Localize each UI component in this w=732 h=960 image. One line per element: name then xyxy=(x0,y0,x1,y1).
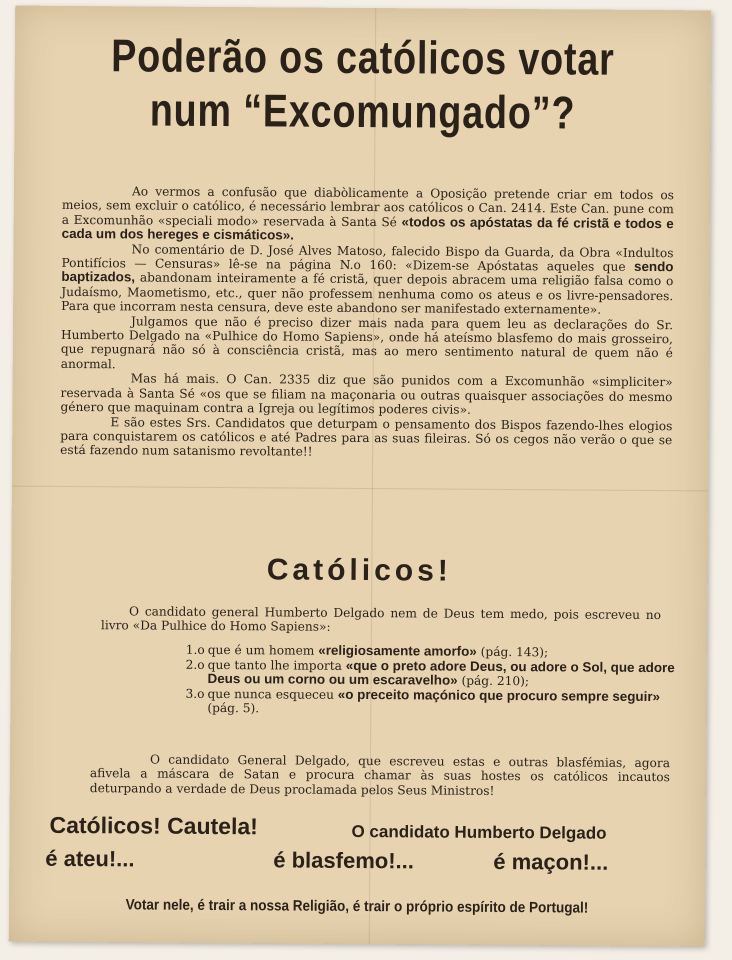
quote-list xyxy=(185,643,675,719)
item-number: 1.o xyxy=(185,642,205,657)
warning-line-2 xyxy=(9,845,705,875)
final-slogan: Votar nele, é trair a nossa Religião, é trair o próprio espírito de Portugal! xyxy=(125,896,589,917)
paragraph-2-text-end: abandonam inteiramente a fé cristã, quer depois abracem uma religião falsa como o Judaísmo, Maometismo, etc., quer não professem nenhuma como os ateus e os livre-pensadores. Para que incorram nesta censura, deve este abandono ser manifestado externamente». xyxy=(61,270,674,317)
paragraph-1 xyxy=(62,184,674,246)
title-line-2: num “Excomungado”? xyxy=(149,83,576,139)
warning-ateu: é ateu!... xyxy=(45,845,135,872)
closing-text: O candidato General Delgado, que escreveu estas e outras blasfémias, agora afivela a máscara de Satan e procura chamar às suas hostes os católicos incautos deturpando a verdade de Deus proclamada pelos Seus Ministros! xyxy=(89,752,671,798)
item-number: 2.o xyxy=(185,657,205,672)
item-ref: (pág. 210); xyxy=(457,673,530,689)
paragraph-3: Julgamos que não é preciso dizer mais nada para quem leu as declarações do Sr. Humberto Delgado na «Pulhice do Homo Sapiens», onde há ateísmo blasfemo do mais grosseiro, que repugnará não só à consciência cristã, mas ao mero sentimento natural de quem não é anormal. xyxy=(60,314,674,372)
fold-line-vertical xyxy=(369,8,377,944)
paragraph-4: Mas há mais. O Can. 2335 diz que são punidos com a Excomunhão «simpliciter» reservada à Santa Sé «os que se filiam na maçonaria ou outras quaisquer associações do mesmo género que maquinam contra a Igreja ou legítimos poderes civis». xyxy=(60,371,673,417)
closing-paragraph xyxy=(90,752,670,799)
fold-line-horizontal xyxy=(12,486,708,492)
paragraph-2-text: No comentário de D. José Alves Matoso, falecido Bispo da Guarda, da Obra «Indultos Pontifícios — Censuras» lê-se na página N.o 160: «Dizem-se Apóstatas aqueles que xyxy=(61,242,674,274)
item-text xyxy=(207,687,675,719)
warning-candidate: O candidato Humberto Delgado xyxy=(351,821,607,843)
paragraph-2-bold: sendo baptizados, xyxy=(61,258,674,285)
item-text xyxy=(208,658,676,690)
item-quote: «o preceito maçónico que procuro sempre seguir» xyxy=(337,686,661,704)
leaflet-sheet xyxy=(9,6,712,947)
section-heading: Católicos! xyxy=(266,553,452,588)
item-text-pre: que tanto lhe importa xyxy=(207,657,346,673)
item-quote: «religiosamente amorfo» xyxy=(318,642,477,659)
item-text-pre: que nunca esqueceu xyxy=(207,686,338,702)
item-quote: «que o preto adore Deus, ou adore o Sol, que adore Deus ou um corno ou um escaravelho» xyxy=(207,657,675,688)
title-line-1: Poderão os católicos votar xyxy=(111,29,615,85)
intro-text: O candidato general Humberto Delgado nem de Deus tem medo, pois escreveu no livro «Da Pulhice do Homo Sapiens»: xyxy=(100,604,662,635)
article-body xyxy=(60,184,674,462)
paragraph-1-text: Ao vermos a confusão que diabòlicamente a Oposição pretende criar em todos os meios, sem excluir o católico, é necessário lembrar aos católicos o Can. 2414. Este Can. pune com a Excomunhão «speciali modo» reservada à Santa Sé xyxy=(61,184,675,230)
warning-line-1 xyxy=(10,811,706,843)
paragraph-5: E são estes Srs. Candidatos que deturpam o pensamento dos Bispos fazendo-lhes elogios para conquistarem os católicos e até Padres para as suas fileiras. Só os cegos não verão o que se está fazendo num satanismo revoltante!! xyxy=(60,414,673,459)
item-number: 3.o xyxy=(185,686,205,701)
paragraph-2 xyxy=(61,242,673,318)
paragraph-1-bold: «todos os apóstatas da fé cristã e todos e cada um dos hereges e cismáticos». xyxy=(61,214,674,243)
item-ref: (pág. 143); xyxy=(476,644,549,660)
intro-paragraph xyxy=(101,604,661,637)
page-title xyxy=(77,28,648,140)
warning-macon: é maçon!... xyxy=(493,848,609,875)
warning-cautela: Católicos! Cautela! xyxy=(49,811,258,840)
item-ref: (pág. 5). xyxy=(207,701,260,716)
warning-blasfemo: é blasfemo!... xyxy=(273,847,414,874)
item-text-pre: que é um homem xyxy=(207,642,319,658)
list-item xyxy=(185,687,675,720)
list-item xyxy=(186,657,676,690)
